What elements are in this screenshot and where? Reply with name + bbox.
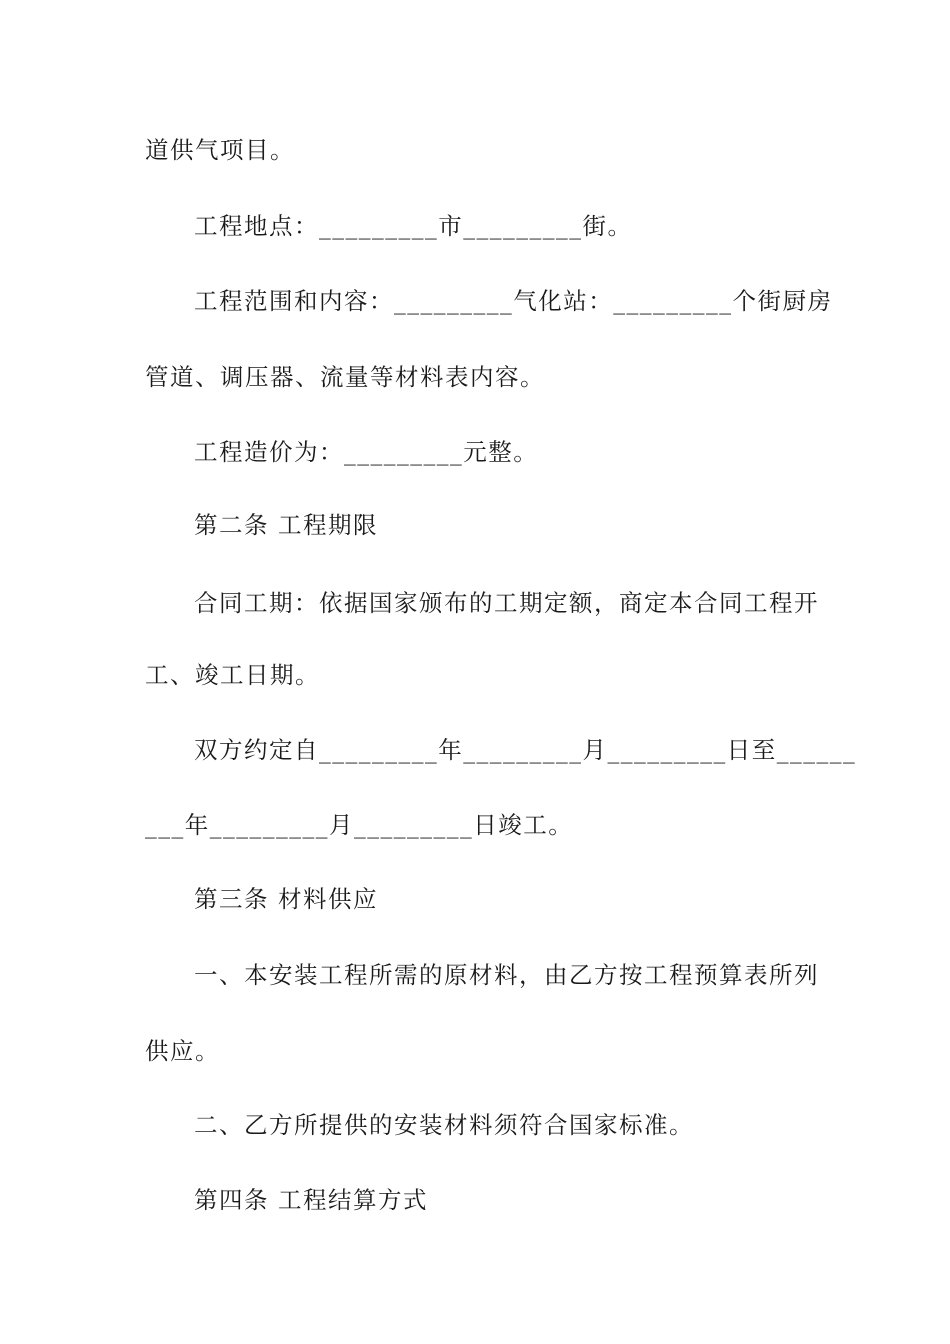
text-line-contract-period: 合同工期：依据国家颁布的工期定额，商定本合同工程开 (194, 589, 819, 617)
text-line-agreed-dates-cont: ___年_________月_________日竣工。 (145, 811, 574, 839)
text-line-materials-1-cont: 供应。 (145, 1037, 220, 1065)
text-line-project-cost: 工程造价为：_________元整。 (194, 438, 539, 466)
text-line-project-location: 工程地点：_________市_________街。 (194, 212, 633, 240)
text-line-agreed-dates: 双方约定自_________年_________月_________日至______ (194, 736, 857, 764)
text-line-materials-1: 一、本安装工程所需的原材料，由乙方按工程预算表所列 (194, 961, 819, 989)
section-heading-article-4: 第四条 工程结算方式 (194, 1186, 428, 1214)
text-line-continuation: 道供气项目。 (145, 136, 295, 164)
text-line-materials-2: 二、乙方所提供的安装材料须符合国家标准。 (194, 1111, 694, 1139)
text-line-project-scope: 工程范围和内容：_________气化站：_________个街厨房 (194, 287, 833, 315)
section-heading-article-2: 第二条 工程期限 (194, 511, 378, 539)
section-heading-article-3: 第三条 材料供应 (194, 885, 378, 913)
text-line-project-scope-cont: 管道、调压器、流量等材料表内容。 (145, 363, 545, 391)
text-line-contract-period-cont: 工、竣工日期。 (145, 661, 320, 689)
